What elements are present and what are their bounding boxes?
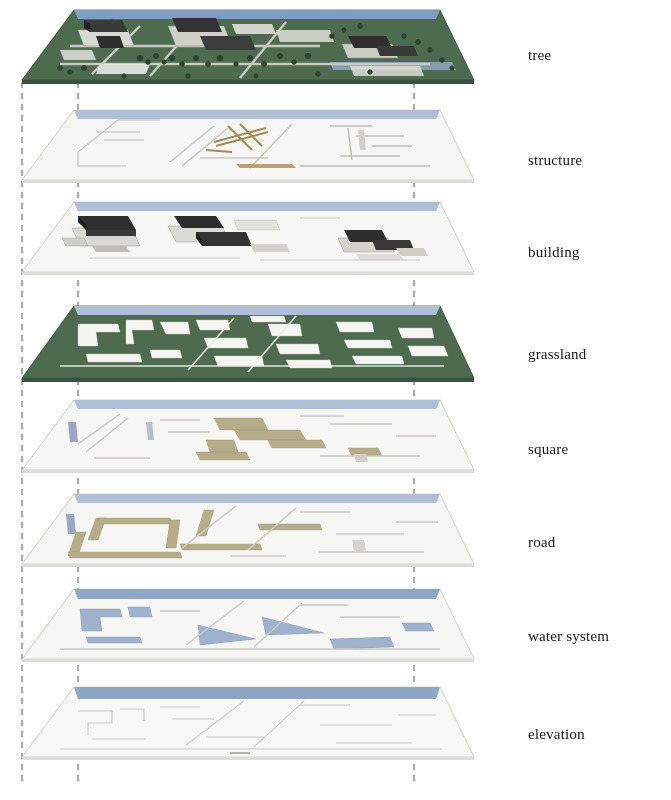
layer-label-water-system: water system <box>528 629 610 645</box>
layer-square[interactable] <box>0 396 500 491</box>
layer-tree[interactable] <box>0 6 500 101</box>
layer-elevation[interactable] <box>0 681 500 779</box>
layer-label-road: road <box>528 535 556 551</box>
layer-building[interactable] <box>0 198 500 293</box>
layer-label-grassland: grassland <box>528 347 587 363</box>
layer-label-square: square <box>528 442 569 458</box>
layer-grassland[interactable] <box>0 300 500 400</box>
layer-structure[interactable] <box>0 106 500 196</box>
layer-label-elevation: elevation <box>528 727 585 743</box>
layer-label-tree: tree <box>528 48 552 64</box>
layer-label-building: building <box>528 245 580 261</box>
layer-water-system[interactable] <box>0 583 500 681</box>
layer-label-structure: structure <box>528 153 583 169</box>
layer-road[interactable] <box>0 490 500 585</box>
